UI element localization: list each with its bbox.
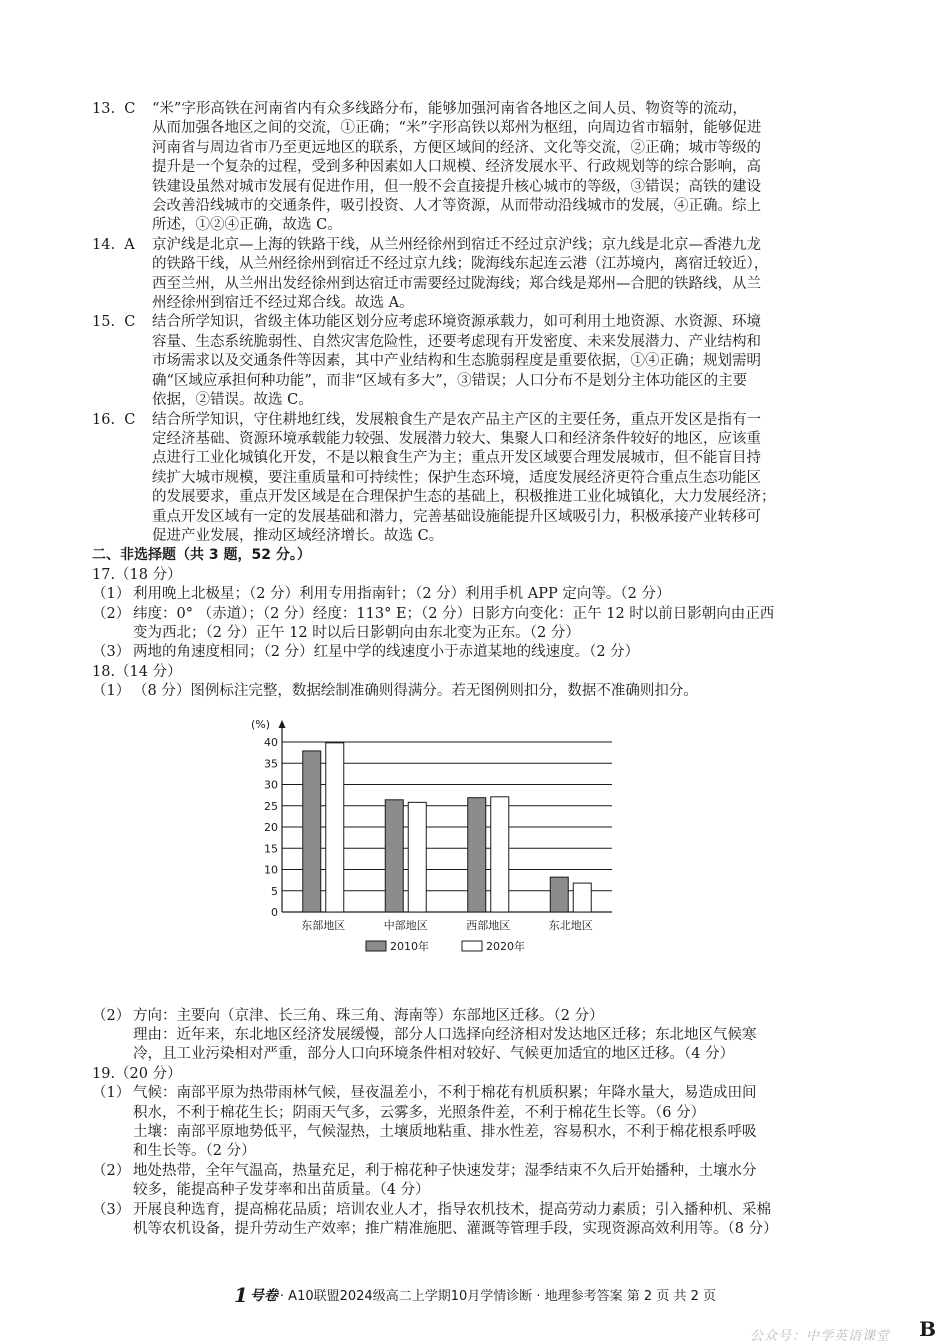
question-17 — [92, 566, 867, 663]
reason-line: 冷，且工业污染相对严重，部分人口向环境条件相对较好、气候更加适宜的地区迁移。（4 分） — [133, 1046, 735, 1063]
y-tick-label: 0 — [271, 905, 278, 919]
explanation-line: 结合所学知识，守住耕地红线，发展粮食生产是农产品主产区的主要任务，重点开发区是指有一 — [152, 411, 761, 428]
explanation-line: 京沪线是北京—上海的铁路干线，从兰州经徐州到宿迁不经过京沪线；京九线是北京—香港九龙 — [152, 236, 761, 253]
explanation-line: 从而加强各地区之间的交流，①正确；“米”字形高铁以郑州为枢纽，向周边省市辐射，能够促进 — [152, 120, 762, 137]
bar-2010年-中部地区 — [385, 799, 403, 911]
part-text: 方向：主要向（京津、长三角、珠三角、海南等）东部地区迁移。（2 分） — [133, 1007, 604, 1024]
explanation-line: 提升是一个复杂的过程，受到多种因素如人口规模、经济发展水平、行政规划等的综合影响，高 — [152, 159, 761, 176]
x-category-label: 东部地区 — [301, 918, 346, 932]
bar-2020年-西部地区 — [491, 796, 509, 911]
answer-explanation — [152, 236, 867, 314]
explanation-line: 的发展要求，重点开发区域是在合理保护生态的基础上，积极推进工业化城镇化，大力发展经济； — [152, 489, 776, 506]
legend-swatch — [462, 941, 482, 951]
question-18-head: 18.（14 分） — [92, 663, 182, 680]
explanation-line: 铁建设虽然对城市发展有促进作用，但一般不会直接提升核心城市的等级，③错误；高铁的建设 — [152, 178, 761, 195]
choice-answer — [92, 411, 867, 547]
answer-line: 土壤：南部平原地势低平，气候湿热，土壤质地粘重、排水性差，容易积水，不利于棉花根系呼吸 — [133, 1124, 757, 1141]
part-label: （3） — [92, 644, 131, 661]
explanation-line: 容量、生态系统脆弱性、自然灾害危险性，还要考虑现有开发密度、未来发展潜力、产业结构和 — [152, 333, 761, 350]
question-18-part1 — [92, 682, 867, 701]
explanation-line: 点进行工业化城镇化开发，不是以粮食生产为主；重点开发区域要合理发展城市，但不能盲目持 — [152, 450, 761, 467]
reason-line: 理由：近年来，东北地区经济发展缓慢，部分人口选择向经济相对发达地区迁移；东北地区气候寒 — [133, 1027, 757, 1043]
part-label: （2） — [92, 605, 131, 622]
bar-2020年-中部地区 — [408, 802, 426, 912]
explanation-line: 结合所学知识，省级主体功能区划分应考虑环境资源承载力，如可利用土地资源、水资源、环境 — [152, 314, 761, 331]
y-tick-label: 35 — [264, 756, 278, 770]
y-axis-unit: (%) — [250, 717, 270, 731]
part-label: （1） — [92, 683, 131, 700]
explanation-line: 定经济基础、资源环境承载能力较强、发展潜力较大、集聚人口和经济条件较好的地区，应该重 — [152, 430, 761, 447]
population-bar-chart — [252, 716, 652, 981]
page-letter: B — [919, 1317, 936, 1341]
answer-content — [92, 100, 867, 1239]
page-footer — [0, 1283, 950, 1307]
sub-answer — [92, 605, 867, 644]
answer-number: 16. C — [92, 411, 136, 428]
answer-line: 纬度：0° （赤道）；（2 分）经度：113° E；（2 分）日影方向变化：正午 12 时以前日影朝向由正西 — [133, 605, 775, 622]
footer-text: · A10联盟2024级高二上学期10月学情诊断 · 地理参考答案 第 2 页 共 2 页 — [279, 1289, 716, 1304]
answer-line: 开展良种选育，提高棉花品质；培训农业人才，指导农机技术，提高劳动力素质；引入播种机、采棉 — [133, 1201, 771, 1218]
sub-answer — [92, 1201, 867, 1240]
explanation-line: 西至兰州，从兰州出发经徐州到达宿迁市需要经过陇海线；郑合线是郑州—合肥的铁路线，从兰 — [152, 275, 761, 292]
explanation-line: 河南省与周边省市乃至更远地区的联系，方便区域间的经济、文化等交流，②正确；城市等级的 — [152, 139, 761, 156]
bar-2010年-东北地区 — [550, 877, 568, 912]
x-category-label: 东北地区 — [548, 918, 593, 932]
explanation-line: 所述，①②④正确，故选 C。 — [152, 217, 342, 234]
part-label: （1） — [92, 1085, 131, 1102]
answer-line: 和生长等。（2 分） — [133, 1143, 256, 1160]
answer-number: 15. C — [92, 314, 136, 331]
answer-number: 14. A — [92, 236, 135, 253]
choice-answer — [92, 100, 867, 236]
legend-swatch — [366, 941, 386, 951]
legend-label: 2010年 — [390, 939, 429, 953]
bar-2010年-东部地区 — [303, 751, 321, 912]
choice-answers — [92, 100, 867, 546]
part-text — [133, 585, 867, 604]
explanation-line: “米”字形高铁在河南省内有众多线路分布，能够加强河南省各地区之间人员、物资等的流动， — [152, 101, 747, 117]
explanation-line: 促进产业发展，推动区域经济增长。故选 C。 — [152, 527, 444, 544]
legend-label: 2020年 — [486, 939, 525, 953]
choice-answer — [92, 236, 867, 314]
question-17-items — [92, 585, 867, 663]
answer-line: 较多，能提高种子发芽率和出苗质量。（4 分） — [133, 1182, 430, 1199]
answer-explanation — [152, 411, 867, 547]
part-text — [133, 605, 867, 644]
part-text — [133, 1084, 867, 1162]
explanation-line: 依据，②错误。故选 C。 — [152, 392, 313, 409]
question-19-items — [92, 1084, 867, 1239]
question-18 — [92, 663, 867, 1065]
answer-explanation — [152, 313, 867, 410]
answer-line: 气候：南部平原为热带雨林气候，昼夜温差小，不利于棉花有机质积累；年降水量大，易造成田间 — [133, 1085, 757, 1102]
sub-answer — [92, 1162, 867, 1201]
y-tick-label: 10 — [264, 863, 278, 877]
part-text — [133, 643, 867, 662]
explanation-line: 确“区域应承担何种功能”，而非“区域有多大”，③错误；人口分布不是划分主体功能区的主要 — [152, 372, 748, 389]
answer-line: 积水，不利于棉花生长；阴雨天气多，云雾多，光照条件差，不利于棉花生长等。（6 分） — [133, 1104, 706, 1121]
brand-logo: 1 — [234, 1283, 248, 1307]
question-19 — [92, 1065, 867, 1240]
watermark: 公众号：中学英语课堂 — [749, 1329, 890, 1344]
answer-number: 13. C — [92, 101, 136, 117]
answer-line: 利用晚上北极星；（2 分）利用专用指南针；（2 分）利用手机 APP 定向等。（2 分） — [133, 586, 671, 603]
bar-2020年-东北地区 — [573, 883, 591, 912]
y-tick-label: 15 — [264, 841, 278, 855]
question-18-part2 — [92, 1007, 867, 1026]
part-label: （2） — [92, 1007, 131, 1024]
question-19-head: 19.（20 分） — [92, 1065, 182, 1082]
explanation-line: 州经徐州到宿迁不经过郑合线。故选 A。 — [152, 295, 414, 312]
brand-logo-text: 号卷 — [249, 1288, 278, 1304]
y-axis-arrow — [279, 720, 286, 728]
question-18-reason — [92, 1026, 867, 1065]
y-tick-label: 30 — [264, 778, 278, 792]
answer-line: 变为西北；（2 分）正午 12 时以后日影朝向由东北变为正东。（2 分） — [133, 624, 580, 641]
explanation-line: 重点开发区域有一定的发展基础和潜力，完善基础设施能提升区域吸引力，积极承接产业转移可 — [152, 508, 761, 525]
y-tick-label: 5 — [271, 884, 278, 898]
explanation-line: 会改善沿线城市的交通条件，吸引投资、人才等资源，从而带动沿线城市的发展，④正确。综上 — [152, 198, 761, 215]
bar-2010年-西部地区 — [468, 797, 486, 911]
sub-answer — [92, 643, 867, 662]
x-category-label: 西部地区 — [466, 918, 511, 932]
choice-answer — [92, 313, 867, 410]
part-label: （1） — [92, 586, 131, 603]
sub-answer — [92, 585, 867, 604]
sub-answer — [92, 1084, 867, 1162]
x-category-label: 中部地区 — [383, 918, 428, 932]
section-heading: 二、非选择题（共 3 题，52 分。） — [92, 547, 311, 564]
part-label: （3） — [92, 1201, 131, 1218]
answer-line: 两地的角速度相同；（2 分）红星中学的线速度小于赤道某地的线速度。（2 分） — [133, 644, 640, 661]
y-tick-label: 25 — [264, 799, 278, 813]
bar-2020年-东部地区 — [326, 742, 344, 911]
explanation-line: 的铁路干线，从兰州经徐州到宿迁不经过京九线；陇海线东起连云港（江苏境内，离宿迁较近）， — [152, 256, 769, 273]
explanation-line: 市场需求以及交通条件等因素，其中产业结构和生态脆弱程度是重要依据，①④正确；规划需明 — [152, 353, 761, 370]
part-text: （8 分）图例标注完整，数据绘制准确则得满分。若无图例则扣分，数据不准确则扣分。 — [133, 683, 698, 700]
bar-chart-container — [252, 702, 867, 1007]
part-text — [133, 1201, 867, 1240]
answer-line: 地处热带，全年气温高，热量充足，利于棉花种子快速发芽；湿季结束不久后开始播种，土壤水分 — [133, 1162, 757, 1179]
question-17-head: 17.（18 分） — [92, 566, 182, 583]
answer-explanation — [152, 100, 867, 236]
explanation-line: 续扩大城市规模，要注重质量和可持续性；保护生态环境，适度发展经济更符合重点生态功能区 — [152, 469, 761, 486]
part-label: （2） — [92, 1162, 131, 1179]
answer-line: 机等农机设备，提升劳动生产效率；推广精准施肥、灌溉等管理手段，实现资源高效利用等。（8 分） — [133, 1221, 778, 1238]
part-text — [133, 1162, 867, 1201]
y-tick-label: 40 — [264, 735, 278, 749]
y-tick-label: 20 — [264, 820, 278, 834]
